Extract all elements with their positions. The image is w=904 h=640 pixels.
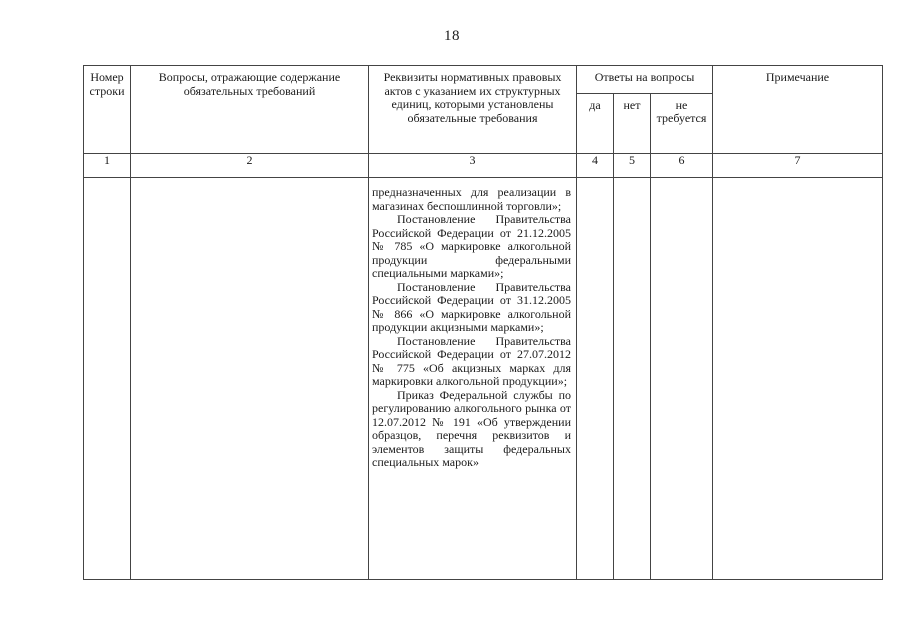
header-answer-no: нет [614, 93, 651, 153]
column-number: 7 [713, 154, 883, 178]
column-number-row [84, 154, 883, 178]
column-number: 4 [577, 154, 614, 178]
requisite-paragraph: Постановление Правительства Российской Федерации от 31.12.2005 № 866 «О маркировке алкогольной продукции акцизными марками»; [372, 279, 571, 334]
requisite-paragraph: Постановление Правительства Российской Федерации от 27.07.2012 № 775 «Об акцизных марках для маркировки алкогольной продукции»; [372, 333, 571, 388]
answer-no-cell [614, 178, 651, 580]
header-questions: Вопросы, отражающие содержание обязательных требований [131, 66, 369, 154]
page-number: 18 [444, 28, 460, 44]
requirements-table [83, 65, 883, 580]
requisite-paragraph: предназначенных для реализации в магазинах беспошлинной торговли»; [372, 185, 571, 213]
answer-yes-cell [577, 178, 614, 580]
header-row-1 [84, 66, 883, 94]
header-row-number: Номер строки [84, 66, 131, 154]
requisite-paragraph: Приказ Федеральной службы по регулированию алкогольного рынка от 12.07.2012 № 191 «Об утверждении образцов, перечня реквизитов и элементов защиты федеральных специальных марок» [372, 387, 571, 469]
header-answers: Ответы на вопросы [577, 66, 713, 94]
header-note: Примечание [713, 66, 883, 154]
header-answer-not-required: не требуется [651, 93, 713, 153]
column-number: 1 [84, 154, 131, 178]
note-cell [713, 178, 883, 580]
row-number-cell [84, 178, 131, 580]
column-number: 2 [131, 154, 369, 178]
column-number: 3 [369, 154, 577, 178]
requisite-paragraph: Постановление Правительства Российской Федерации от 21.12.2005 № 785 «О маркировке алкогольной продукции федеральными специальными марками»; [372, 212, 571, 280]
requisites-cell [369, 178, 577, 580]
column-number: 6 [651, 154, 713, 178]
answer-not-required-cell [651, 178, 713, 580]
header-answer-yes: да [577, 93, 614, 153]
column-number: 5 [614, 154, 651, 178]
table-row [84, 178, 883, 580]
header-requisites: Реквизиты нормативных правовых актов с указанием их структурных единиц, которыми установлены обязательные требования [369, 66, 577, 154]
question-cell [131, 178, 369, 580]
